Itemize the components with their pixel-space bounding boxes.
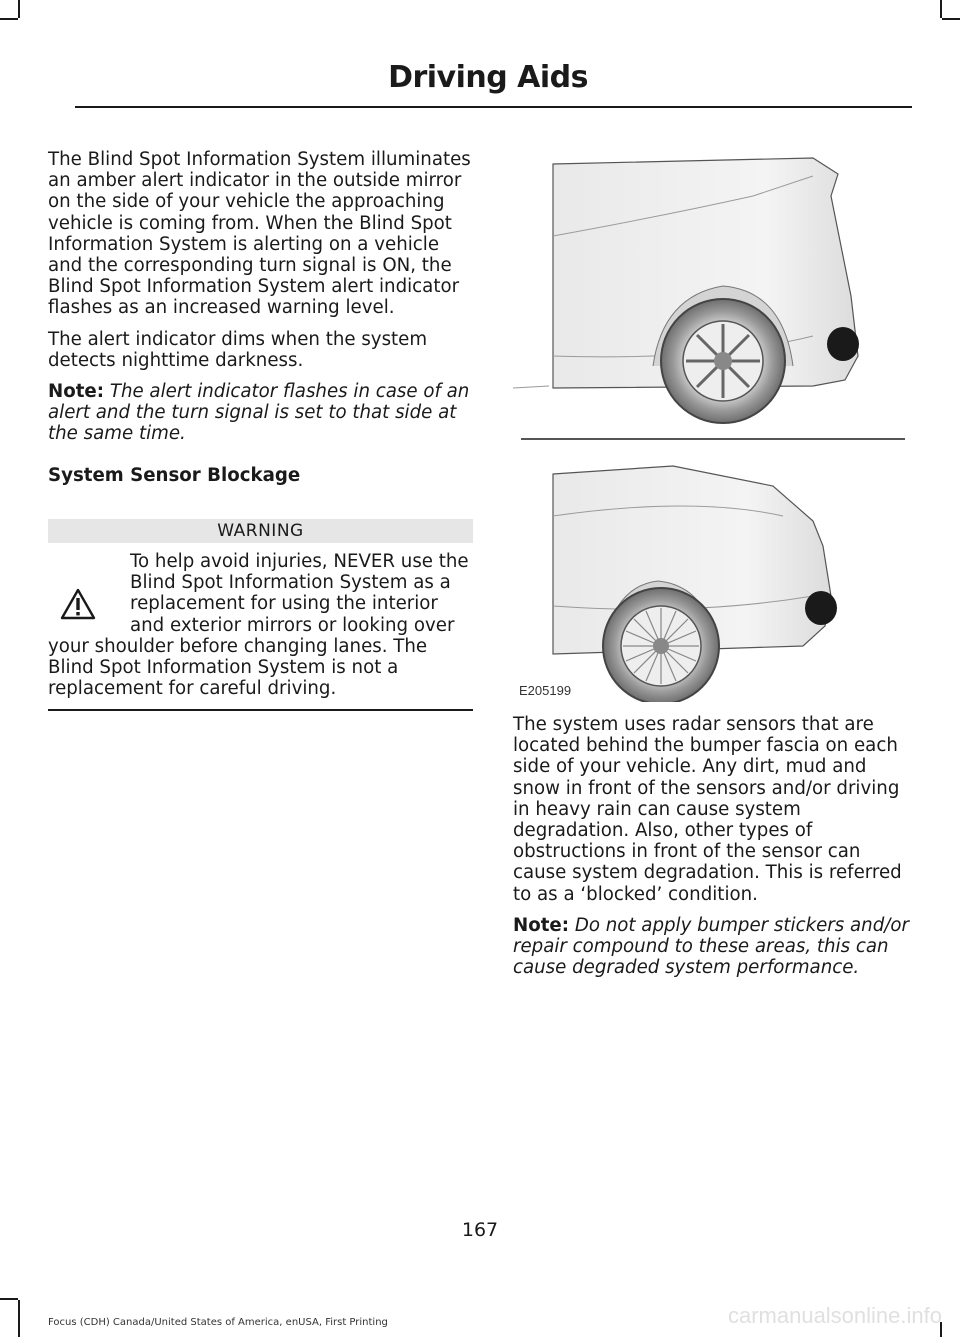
crop-mark-top-right-h [942, 18, 960, 20]
section-heading: System Sensor Blockage [48, 464, 301, 486]
footer-text: Focus (CDH) Canada/United States of America, enUSA, First Printing [48, 1317, 388, 1328]
crop-mark-top-left-v [18, 0, 20, 18]
figure-id: E205199 [519, 683, 572, 698]
radar-sensor-marker-suv [827, 327, 859, 361]
right-column [513, 714, 909, 988]
warning-triangle-icon [60, 588, 96, 620]
note [513, 915, 909, 979]
crop-mark-bottom-left-v [18, 1300, 20, 1337]
note-label: Note: [513, 914, 570, 936]
warning-box [48, 519, 473, 711]
note-text: Do not apply bumper stickers and/or repair compound to these areas, this can cause degraded system performance. [513, 914, 909, 979]
page-title: Driving Aids [388, 60, 588, 95]
warning-label: WARNING [48, 519, 473, 543]
note-label: Note: [48, 381, 105, 403]
warning-bottom-rule [48, 709, 473, 711]
sensor-location-illustration [513, 156, 909, 702]
header-divider [75, 106, 912, 108]
paragraph-blind-spot-description: The Blind Spot Information System illuminates an amber alert indicator in the outside mirror on the side of your vehicle the approaching vehicle is coming from. When the Blind Spot Information System is alerting on a vehicle and the corresponding turn signal is ON, the Blind Spot Information System alert indicator flashes as an increased warning level. [48, 149, 471, 319]
sedan-rear-view [553, 466, 837, 702]
warning-body [48, 543, 473, 699]
paragraph-radar-sensors: The system uses radar sensors that are located behind the bumper fascia on each side of your vehicle. Any dirt, mud and snow in front of the sensors and/or driving in heavy rain can cause system degradation. Also, other types of obstructions in front of the sensor can cause system degradation. This is referred to as a ‘blocked’ condition. [513, 714, 902, 905]
crop-mark-top-left-h [0, 18, 18, 20]
left-column [48, 149, 473, 496]
warning-text: To help avoid injuries, NEVER use the Blind Spot Information System as a replacement for using the interior and exterior mirrors or looking over your shoulder before changing lanes. The Blind Spot Information System is not a replacement for careful driving. [48, 551, 469, 700]
watermark: carmanualsonline.info [727, 1303, 942, 1328]
crop-mark-top-right-v [940, 0, 942, 18]
page-number: 167 [461, 1219, 499, 1241]
note-text: The alert indicator flashes in case of an alert and the turn signal is set to that side at the same time. [48, 381, 470, 445]
radar-sensor-marker-sedan [805, 591, 837, 625]
crop-mark-bottom-left-h [0, 1298, 18, 1300]
note [48, 381, 473, 445]
paragraph-nighttime-dimming: The alert indicator dims when the system detects nighttime darkness. [48, 328, 428, 371]
suv-rear-view [513, 158, 859, 423]
